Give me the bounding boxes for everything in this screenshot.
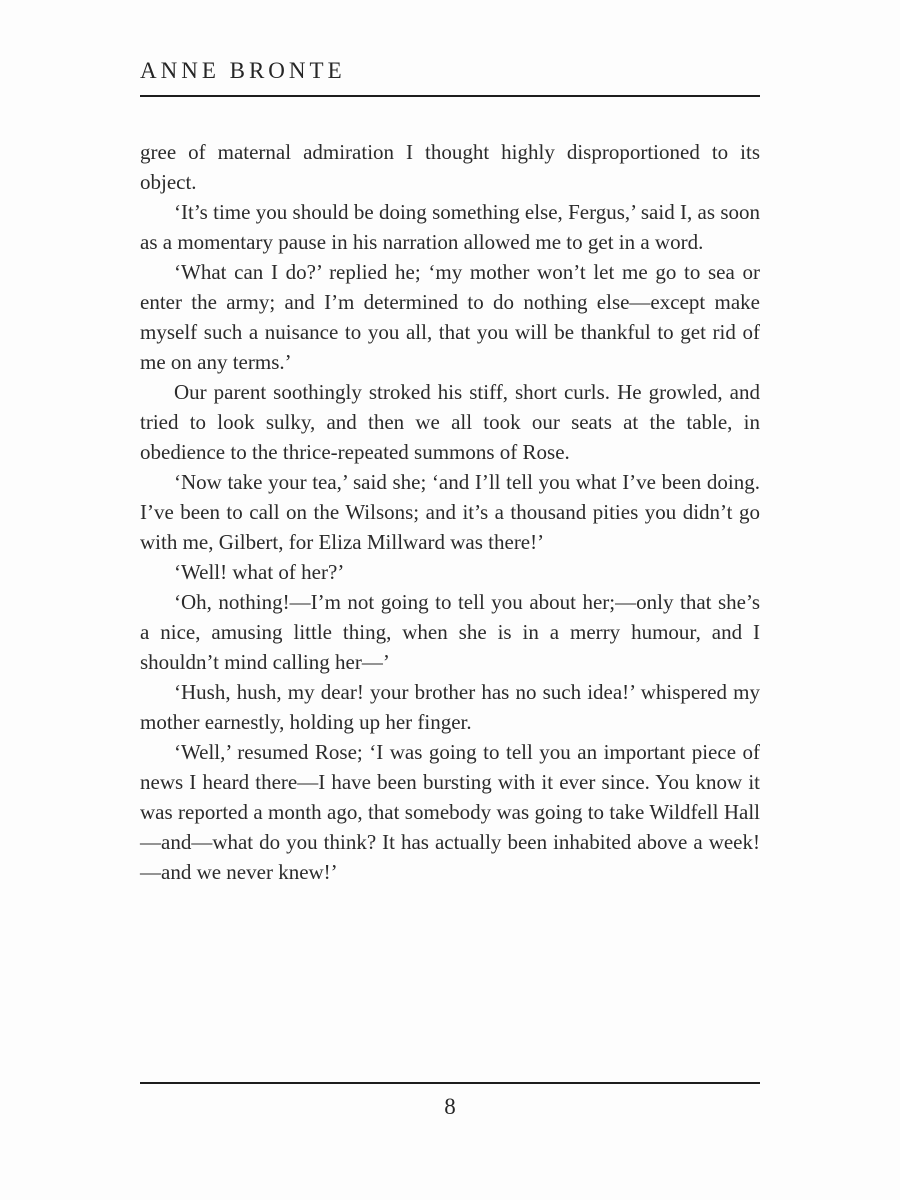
page-content (140, 58, 760, 887)
running-header-title: ANNE BRONTE (140, 58, 346, 83)
page-body (140, 137, 760, 887)
paragraph: ‘It’s time you should be doing something else, Fergus,’ said I, as soon as a momentary pause in his narration allowed me to get in a word. (140, 200, 760, 254)
paragraph: Our parent soothingly stroked his stiff, short curls. He growled, and tried to look sulky, and then we all took our seats at the table, in obedience to the thrice-repeated summons of Rose. (140, 380, 760, 464)
paragraph: gree of maternal admiration I thought highly disproportioned to its object. (140, 140, 760, 194)
paragraph: ‘Well,’ resumed Rose; ‘I was going to tell you an important piece of news I heard there—I have been bursting with it ever since. You know it was reported a month ago, that somebody was going to take Wildfell Hall—and—what do you think? It has actually been inhabited above a week!—and we never knew!’ (140, 740, 760, 884)
paragraph: ‘Well! what of her?’ (174, 560, 345, 584)
paragraph: ‘Oh, nothing!—I’m not going to tell you about her;—only that she’s a nice, amusing little thing, when she is in a merry humour, and I shouldn’t mind calling her—’ (140, 590, 760, 674)
header-rule (140, 95, 760, 97)
page-footer (140, 1082, 760, 1120)
footer-rule (140, 1082, 760, 1084)
paragraph: ‘Hush, hush, my dear! your brother has no such idea!’ whispered my mother earnestly, holding up her finger. (140, 680, 760, 734)
paragraph: ‘What can I do?’ replied he; ‘my mother won’t let me go to sea or enter the army; and I’m determined to do nothing else—except make myself such a nuisance to you all, that you will be thankful to get rid of me on any terms.’ (140, 260, 760, 374)
page-header (140, 58, 760, 97)
paragraph: ‘Now take your tea,’ said she; ‘and I’ll tell you what I’ve been doing. I’ve been to call on the Wilsons; and it’s a thousand pities you didn’t go with me, Gilbert, for Eliza Millward was there!’ (140, 470, 760, 554)
page-number: 8 (444, 1094, 456, 1119)
